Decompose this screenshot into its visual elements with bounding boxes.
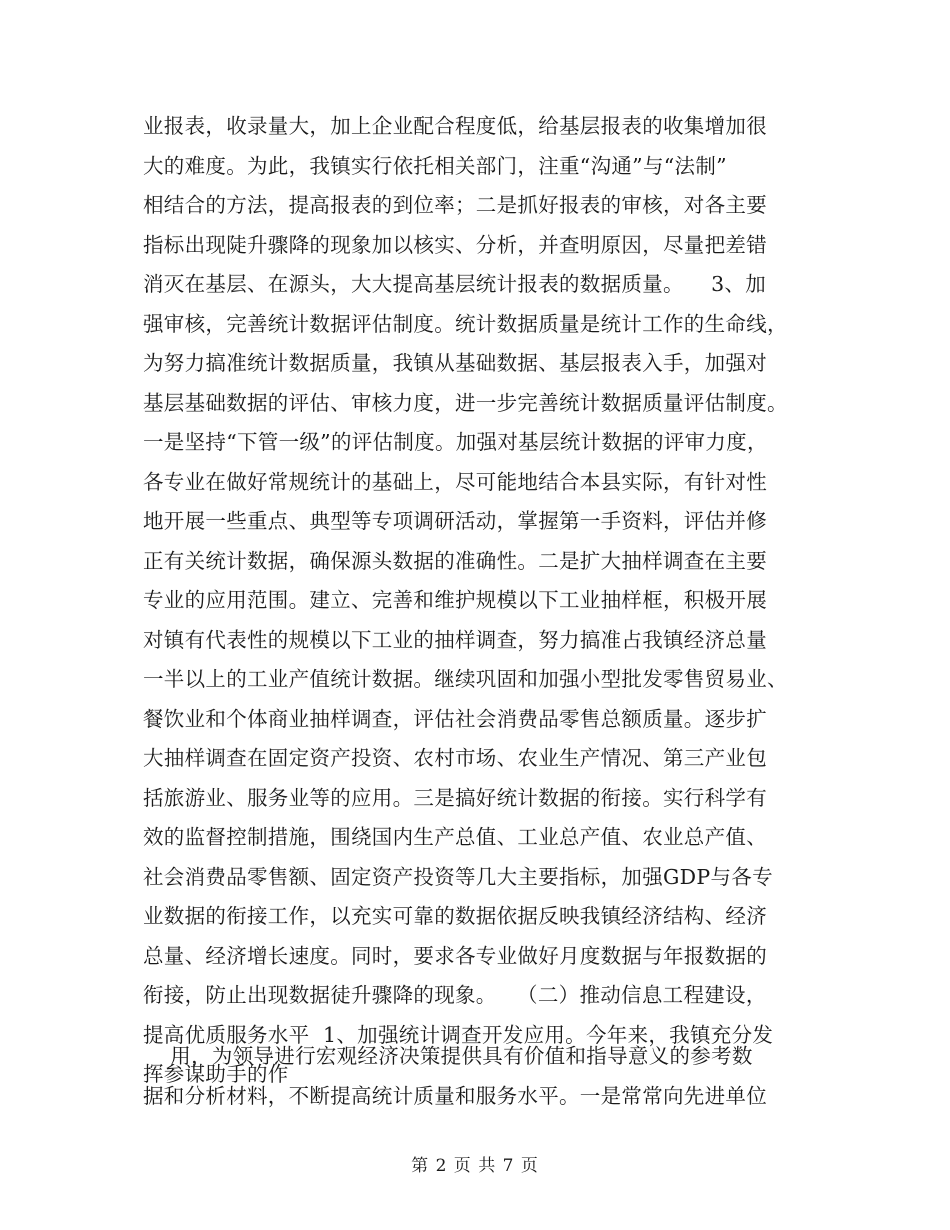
text-line: 地开展一些重点、典型等专项调研活动，掌握第一手资料，评估并修 <box>143 509 767 533</box>
text-line: 提高优质服务水平 1、加强统计调查开发应用。今年来，我镇充分发 <box>143 1022 774 1047</box>
text-line: 效的监督控制措施，围绕国内生产总值、工业总产值、农业总产值、 <box>143 825 767 849</box>
paragraph-1 <box>143 107 823 1095</box>
text-line: 据和分析材料，不断提高统计质量和服务水平。一是常常向先进单位 <box>143 1083 767 1108</box>
text-line: 基层基础数据的评估、审核力度，进一步完善统计数据质量评估制度。 <box>143 390 788 415</box>
text-line: 衔接，防止出现数据徒升骤降的现象。 （二）推动信息工程建设， <box>143 983 767 1007</box>
text-line: 对镇有代表性的规模以下工业的抽样调查，努力搞准占我镇经济总量 <box>143 627 767 652</box>
text-line: 强审核，完善统计数据评估制度。统计数据质量是统计工作的生命线， <box>143 311 788 336</box>
text-line: 用，为领导进行宏观经济决策提供具有价值和指导意义的参考数 <box>143 1044 753 1068</box>
text-line: 各专业在做好常规统计的基础上，尽可能地结合本县实际，有针对性 <box>143 469 767 494</box>
text-line: 指标出现陡升骤降的现象加以核实、分析，并查明原因，尽量把差错 <box>143 232 767 257</box>
text-line: 餐饮业和个体商业抽样调查，评估社会消费品零售总额质量。逐步扩 <box>143 706 767 731</box>
text-line: 业数据的衔接工作，以充实可靠的数据依据反映我镇经济结构、经济 <box>143 904 767 928</box>
page-number-footer: 第 2 页 共 7 页 <box>411 1156 539 1176</box>
text-line: 括旅游业、服务业等的应用。三是搞好统计数据的衔接。实行科学有 <box>143 785 767 810</box>
text-line: 社会消费品零售额、固定资产投资等几大主要指标，加强GDP与各专 <box>143 864 773 889</box>
text-line: 总量、经济增长速度。同时，要求各专业做好月度数据与年报数据的 <box>143 943 767 968</box>
text-line: 专业的应用范围。建立、完善和维护规模以下工业抽样框，积极开展 <box>143 588 767 612</box>
text-line: 消灭在基层、在源头，大大提高基层统计报表的数据质量。 3、加 <box>143 272 767 296</box>
text-line: 业报表，收录量大，加上企业配合程度低，给基层报表的收集增加很 <box>143 114 767 138</box>
text-line: 挥参谋助手的作 <box>143 1062 289 1086</box>
text-line: 大抽样调查在固定资产投资、农村市场、农业生产情况、第三产业包 <box>143 746 767 770</box>
text-line: 相结合的方法，提高报表的到位率；二是抓好报表的审核，对各主要 <box>143 193 767 217</box>
text-line: 正有关统计数据，确保源头数据的准确性。二是扩大抽样调查在主要 <box>143 548 767 573</box>
text-line: 大的难度。为此，我镇实行依托相关部门，注重“沟通”与“法制” <box>143 153 727 178</box>
paragraph-2 <box>143 1037 823 1116</box>
text-line: 为努力搞准统计数据质量，我镇从基础数据、基层报表入手，加强对 <box>143 351 767 375</box>
text-line: 一是坚持“下管一级”的评估制度。加强对基层统计数据的评审力度， <box>143 430 768 454</box>
text-line: 一半以上的工业产值统计数据。继续巩固和加强小型批发零售贸易业、 <box>143 667 788 691</box>
